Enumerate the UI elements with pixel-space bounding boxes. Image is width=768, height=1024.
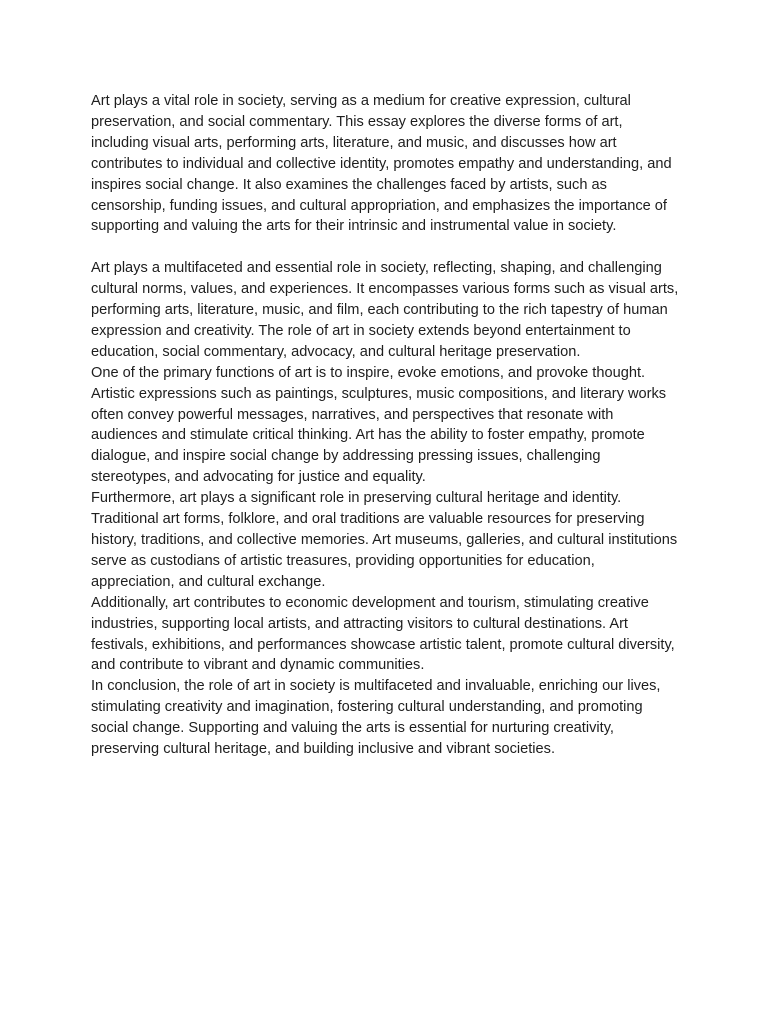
document-body	[91, 91, 681, 760]
intro-paragraph: Art plays a multifaceted and essential role in society, reflecting, shaping, and challenging cultural norms, values, and experiences. It encompasses various forms such as visual arts, performing arts, literature, music, and film, each contributing to the rich tapestry of human expression and creativity. The role of art in society extends beyond entertainment to education, social commentary, advocacy, and cultural heritage preservation.	[91, 260, 679, 360]
body-paragraph-inspire: One of the primary functions of art is to inspire, evoke emotions, and provoke thought. Artistic expressions such as paintings, sculptures, music compositions, and literary works often convey powerful messages, narratives, and perspectives that resonate with audiences and stimulate critical thinking. Art has the ability to foster empathy, promote dialogue, and inspire social change by addressing pressing issues, challenging stereotypes, and advocating for justice and equality.	[91, 364, 667, 486]
body-paragraph-economy: Additionally, art contributes to economic development and tourism, stimulating creative industries, supporting local artists, and attracting visitors to cultural destinations. Art festivals, exhibitions, and performances showcase artistic talent, promote cultural diversity, and contribute to vibrant and dynamic communities.	[91, 594, 675, 674]
body-paragraph-heritage: Furthermore, art plays a significant role in preserving cultural heritage and identity. Traditional art forms, folklore, and oral traditions are valuable resources for preserving history, traditions, and collective memories. Art museums, galleries, and cultural institutions serve as custodians of artistic treasures, providing opportunities for education, appreciation, and cultural exchange.	[91, 490, 678, 590]
abstract-paragraph: Art plays a vital role in society, serving as a medium for creative expression, cultural preservation, and social commentary. This essay explores the diverse forms of art, including visual arts, performing arts, literature, and music, and discusses how art contributes to individual and collective identity, promotes empathy and understanding, and inspires social change. It also examines the challenges faced by artists, such as censorship, funding issues, and cultural appropriation, and emphasizes the importance of supporting and valuing the arts for their intrinsic and instrumental value in society.	[91, 93, 672, 235]
conclusion-paragraph: In conclusion, the role of art in society is multifaceted and invaluable, enriching our lives, stimulating creativity and imagination, fostering cultural understanding, and promoting social change. Supporting and valuing the arts is essential for nurturing creativity, preserving cultural heritage, and building inclusive and vibrant societies.	[91, 678, 661, 758]
